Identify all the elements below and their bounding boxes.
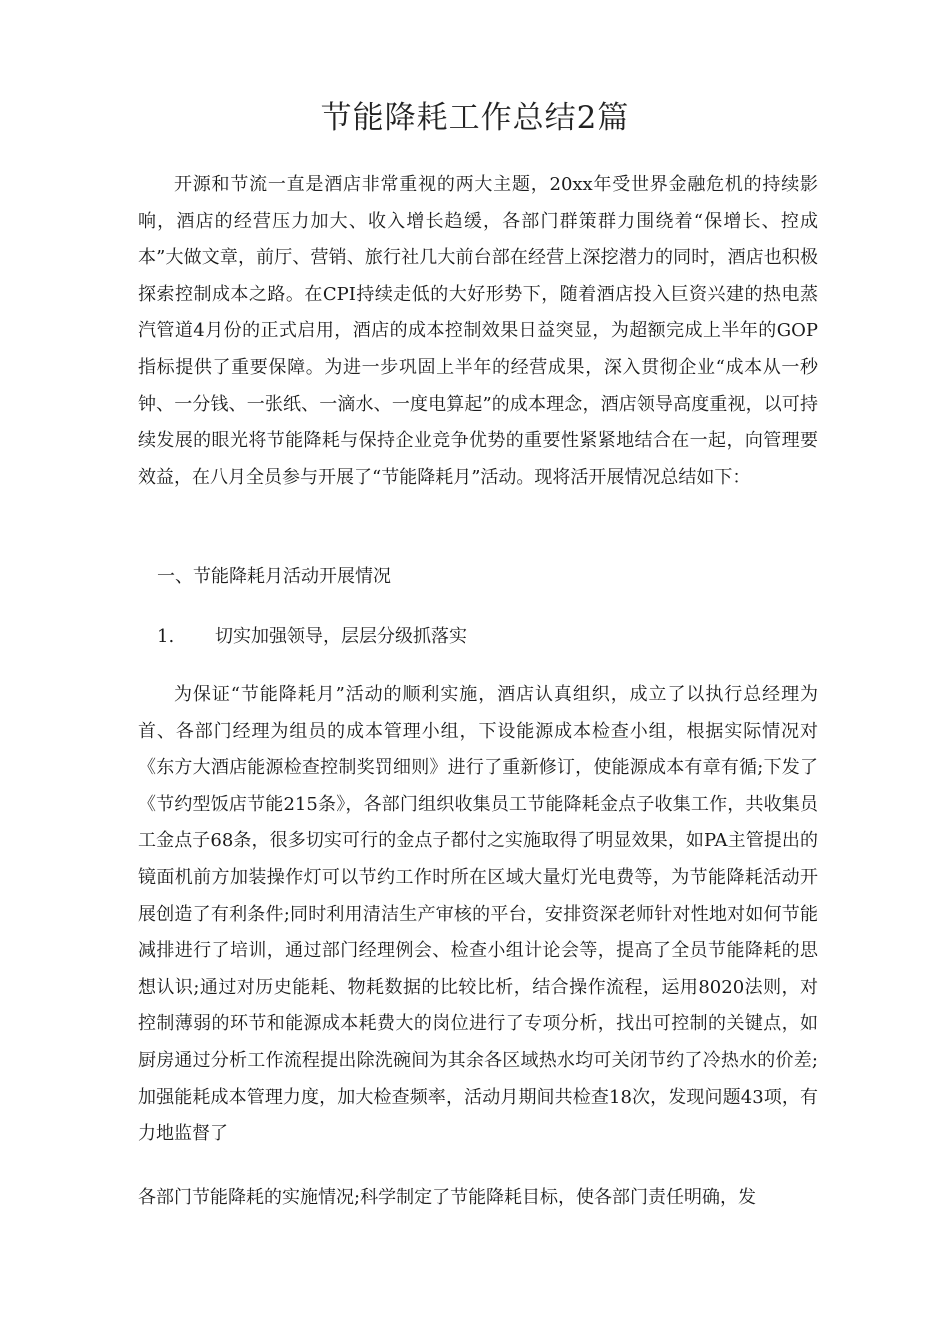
body-paragraph: 为保证“节能降耗月”活动的顺利实施，酒店认真组织，成立了以执行总经理为首、各部门经理为组员的成本管理小组，下设能源成本检查小组，根据实际情况对《东方大酒店能源检查控制奖罚细则》进行了重新修订，使能源成本有章有循;下发了《节约型饭店节能215条》，各部门组织收集员工节能降耗金点子收集工作，共收集员工金点子68条，很多切实可行的金点子都付之实施取得了明显效果，如PA主管提出的镜面机前方加装操作灯可以节约工作时所在区域大量灯光电费等，为节能降耗活动开展创造了有利条件;同时利用清洁生产审核的平台，安排资深老师针对性地对如何节能减排进行了培训，通过部门经理例会、检查小组计论会等，提高了全员节能降耗的思想认识;通过对历史能耗、物耗数据的比较比析，结合操作流程，运用8020法则，对控制薄弱的环节和能源成本耗费大的岗位进行了专项分析，找出可控制的关键点，如厨房通过分析工作流程提出除洗碗间为其余各区域热水均可关闭节约了冷热水的价差;加强能耗成本管理力度，加大检查频率，活动月期间共检查18次，发现问题43项，有力地监督了 bbox=[138, 684, 818, 1145]
subsection-title: 切实加强领导，层层分级抓落实 bbox=[215, 626, 467, 647]
document-title: 节能降耗工作总结2篇 bbox=[320, 100, 630, 136]
section-heading: 一、节能降耗月活动开展情况 bbox=[157, 566, 391, 587]
subsection-heading bbox=[157, 623, 467, 651]
subsection-number: 1. bbox=[157, 626, 175, 647]
continuation-paragraph: 各部门节能降耗的实施情况;科学制定了节能降耗目标，使各部门责任明确，发 bbox=[138, 1187, 757, 1208]
intro-paragraph: 开源和节流一直是酒店非常重视的两大主题，20xx年受世界金融危机的持续影响，酒店的经营压力加大、收入增长趋缓，各部门群策群力围绕着“保增长、控成本”大做文章，前厅、营销、旅行社几大前台部在经营上深挖潜力的同时，酒店也积极探索控制成本之路。在CPI持续走低的大好形势下，随着酒店投入巨资兴建的热电蒸汽管道4月份的正式启用，酒店的成本控制效果日益突显，为超额完成上半年的GOP指标提供了重要保障。为进一步巩固上半年的经营成果，深入贯彻企业“成本从一秒钟、一分钱、一张纸、一滴水、一度电算起”的成本理念，酒店领导高度重视，以可持续发展的眼光将节能降耗与保持企业竞争优势的重要性紧紧地结合在一起，向管理要效益，在八月全员参与开展了“节能降耗月”活动。现将活开展情况总结如下： bbox=[138, 174, 818, 488]
